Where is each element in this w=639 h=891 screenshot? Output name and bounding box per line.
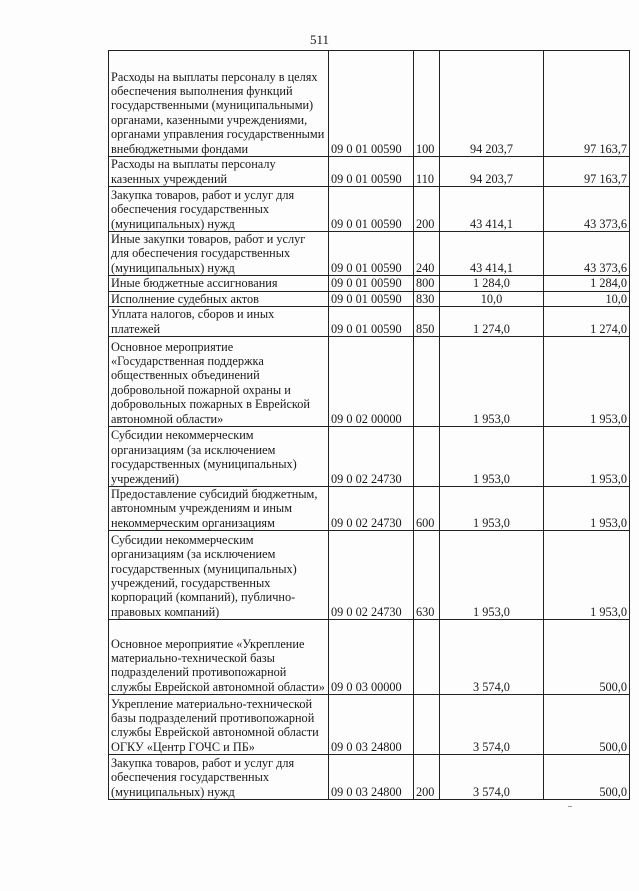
target-article-code: 09 0 01 00590 — [329, 276, 414, 291]
table-row — [109, 187, 630, 232]
row-name: Предоставление субсидий бюджетным, автономным учреждениям и иным некоммерческим организациям — [109, 487, 329, 531]
row-name: Иные бюджетные ассигнования — [109, 276, 329, 291]
table-row — [109, 487, 630, 531]
amount-year-2: 500,0 — [544, 755, 630, 800]
table-row — [109, 620, 630, 695]
target-article-code: 09 0 03 24800 — [329, 755, 414, 800]
expense-type-code: 600 — [414, 487, 440, 531]
amount-year-2: 500,0 — [544, 620, 630, 695]
row-name: Иные закупки товаров, работ и услуг для обеспечения государственных (муниципальных) нужд — [109, 232, 329, 276]
target-article-code: 09 0 02 00000 — [329, 337, 414, 427]
row-name: Основное мероприятие «Укрепление материально-технической базы подразделений противопожарной службы Еврейской автономной области» — [109, 620, 329, 695]
amount-year-2: 10,0 — [544, 291, 630, 306]
expense-type-code: 110 — [414, 157, 440, 187]
expense-type-code — [414, 620, 440, 695]
expense-type-code: 800 — [414, 276, 440, 291]
row-name: Исполнение судебных актов — [109, 291, 329, 306]
page-number: 511 — [309, 32, 330, 47]
row-name: Укрепление материально-технической базы подразделений противопожарной службы Еврейской автономной области ОГКУ «Центр ГОЧС и ПБ» — [109, 695, 329, 755]
expense-type-code — [414, 427, 440, 487]
table-row — [109, 157, 630, 187]
amount-year-2: 97 163,7 — [544, 157, 630, 187]
table-row — [109, 51, 630, 157]
amount-year-2: 1 953,0 — [544, 487, 630, 531]
table-row — [109, 695, 630, 755]
expense-type-code: 200 — [414, 755, 440, 800]
table-row — [109, 232, 630, 276]
amount-year-2: 1 953,0 — [544, 337, 630, 427]
table-row — [109, 291, 630, 306]
row-name: Закупка товаров, работ и услуг для обеспечения государственных (муниципальных) нужд — [109, 755, 329, 800]
amount-year-1: 1 953,0 — [440, 487, 544, 531]
amount-year-1: 3 574,0 — [440, 695, 544, 755]
target-article-code: 09 0 03 00000 — [329, 620, 414, 695]
amount-year-2: 1 284,0 — [544, 276, 630, 291]
target-article-code: 09 0 01 00590 — [329, 157, 414, 187]
amount-year-2: 1 953,0 — [544, 531, 630, 620]
amount-year-1: 10,0 — [440, 291, 544, 306]
target-article-code: 09 0 01 00590 — [329, 51, 414, 157]
target-article-code: 09 0 02 24730 — [329, 531, 414, 620]
expense-type-code: 830 — [414, 291, 440, 306]
target-article-code: 09 0 02 24730 — [329, 427, 414, 487]
amount-year-2: 1 953,0 — [544, 427, 630, 487]
row-name: Расходы на выплаты персоналу в целях обеспечения выполнения функций государственными (муниципальными) органами, казенными учреждениями, органами управления государственными внебюджетными фондами — [109, 51, 329, 157]
row-name: Расходы на выплаты персоналу казенных учреждений — [109, 157, 329, 187]
target-article-code: 09 0 02 24730 — [329, 487, 414, 531]
row-name: Субсидии некоммерческим организациям (за исключением государственных (муниципальных) учреждений, государственных корпораций (компаний), публично-правовых компаний) — [109, 531, 329, 620]
amount-year-2: 500,0 — [544, 695, 630, 755]
budget-table — [108, 50, 630, 800]
amount-year-1: 1 953,0 — [440, 531, 544, 620]
amount-year-2: 97 163,7 — [544, 51, 630, 157]
expense-type-code: 630 — [414, 531, 440, 620]
expense-type-code: 200 — [414, 187, 440, 232]
expense-type-code: 850 — [414, 307, 440, 337]
row-name: Закупка товаров, работ и услуг для обеспечения государственных (муниципальных) нужд — [109, 187, 329, 232]
amount-year-1: 43 414,1 — [440, 187, 544, 232]
table-row — [109, 276, 630, 291]
amount-year-1: 1 953,0 — [440, 337, 544, 427]
row-name: Субсидии некоммерческим организациям (за исключением государственных (муниципальных) учреждений) — [109, 427, 329, 487]
table-row — [109, 307, 630, 337]
expense-type-code — [414, 695, 440, 755]
amount-year-1: 3 574,0 — [440, 620, 544, 695]
expense-type-code — [414, 337, 440, 427]
row-name: Основное мероприятие «Государственная поддержка общественных объединений добровольной пожарной охраны и добровольных пожарных в Еврейской автономной области» — [109, 337, 329, 427]
amount-year-1: 94 203,7 — [440, 157, 544, 187]
amount-year-1: 94 203,7 — [440, 51, 544, 157]
expense-type-code: 100 — [414, 51, 440, 157]
amount-year-1: 1 274,0 — [440, 307, 544, 337]
table-row — [109, 531, 630, 620]
amount-year-1: 43 414,1 — [440, 232, 544, 276]
target-article-code: 09 0 01 00590 — [329, 307, 414, 337]
table-row — [109, 427, 630, 487]
scan-mark — [568, 806, 572, 807]
amount-year-1: 1 953,0 — [440, 427, 544, 487]
amount-year-1: 3 574,0 — [440, 755, 544, 800]
target-article-code: 09 0 01 00590 — [329, 187, 414, 232]
amount-year-1: 1 284,0 — [440, 276, 544, 291]
amount-year-2: 1 274,0 — [544, 307, 630, 337]
target-article-code: 09 0 01 00590 — [329, 291, 414, 306]
amount-year-2: 43 373,6 — [544, 187, 630, 232]
expense-type-code: 240 — [414, 232, 440, 276]
table-row — [109, 337, 630, 427]
amount-year-2: 43 373,6 — [544, 232, 630, 276]
row-name: Уплата налогов, сборов и иных платежей — [109, 307, 329, 337]
table-row — [109, 755, 630, 800]
target-article-code: 09 0 01 00590 — [329, 232, 414, 276]
target-article-code: 09 0 03 24800 — [329, 695, 414, 755]
